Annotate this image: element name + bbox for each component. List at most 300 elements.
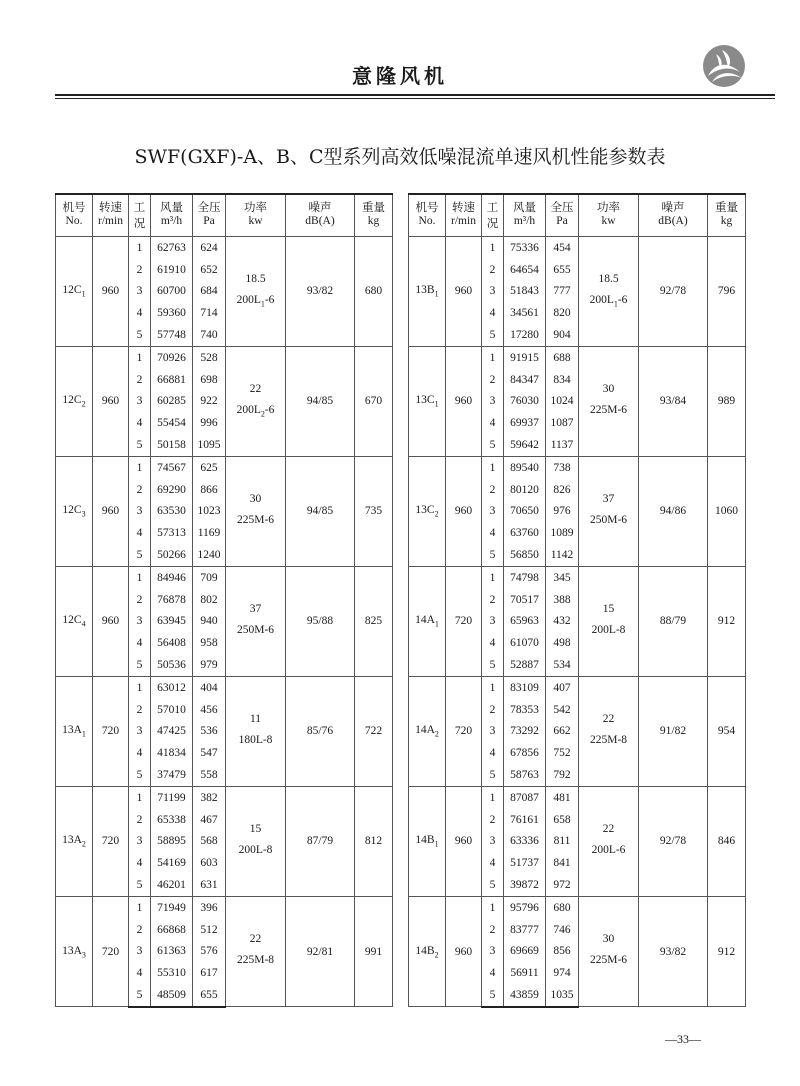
flow-cell: 57010 <box>151 699 193 721</box>
pressure-cell: 811 <box>546 831 579 853</box>
motor-frame: 200L-8 <box>238 843 273 856</box>
power-cell <box>579 346 639 456</box>
model-number: 14A <box>415 614 435 627</box>
condition-cell: 4 <box>482 852 504 874</box>
motor-model <box>226 730 285 754</box>
condition-cell: 5 <box>129 764 151 786</box>
pressure-cell: 512 <box>193 919 226 941</box>
column-header-speed: r/min <box>446 215 482 237</box>
pressure-cell: 454 <box>546 237 579 259</box>
flow-cell: 71949 <box>151 896 193 918</box>
pressure-cell: 698 <box>193 369 226 391</box>
weight-cell: 1060 <box>708 456 746 566</box>
power-cell <box>226 786 286 896</box>
flow-cell: 69669 <box>504 941 546 963</box>
table-row <box>56 346 393 368</box>
pressure-cell: 576 <box>193 941 226 963</box>
pressure-cell: 1087 <box>546 412 579 434</box>
power-value: 22 <box>249 933 262 945</box>
flow-cell: 69290 <box>151 479 193 501</box>
model-number: 13B <box>415 284 435 297</box>
speed-cell: 960 <box>446 346 482 456</box>
pressure-cell: 652 <box>193 259 226 281</box>
condition-cell: 5 <box>129 544 151 566</box>
model-number-subscript: 2 <box>81 399 86 409</box>
pressure-cell: 752 <box>546 742 579 764</box>
page-number: —33— <box>665 1032 701 1046</box>
model-number-subscript: 1 <box>434 289 439 299</box>
flow-cell: 91915 <box>504 346 546 368</box>
model-number: 12C <box>62 394 82 407</box>
model-number-subscript: 1 <box>434 619 439 629</box>
pressure-cell: 709 <box>193 566 226 588</box>
flow-cell: 70650 <box>504 501 546 523</box>
pressure-cell: 655 <box>546 259 579 281</box>
condition-cell: 5 <box>129 434 151 456</box>
condition-cell: 4 <box>129 852 151 874</box>
weight-cell: 812 <box>355 786 393 896</box>
flow-cell: 65963 <box>504 611 546 633</box>
weight-cell: 735 <box>355 456 393 566</box>
speed-cell: 960 <box>446 456 482 566</box>
table-row <box>409 456 746 478</box>
noise-cell: 94/85 <box>286 456 355 566</box>
condition-cell: 2 <box>129 259 151 281</box>
column-header-pressure: 全压 <box>546 194 579 215</box>
column-header-condition: 工 <box>482 194 504 215</box>
condition-cell: 1 <box>129 676 151 698</box>
flow-cell: 43859 <box>504 984 546 1007</box>
power-cell <box>226 896 286 1006</box>
power-value: 37 <box>602 492 615 505</box>
condition-cell: 4 <box>482 632 504 654</box>
flow-cell: 51843 <box>504 281 546 303</box>
condition-cell: 4 <box>129 742 151 764</box>
model-number: 14B <box>415 944 435 957</box>
column-header-power: 功率 <box>579 194 639 215</box>
condition-cell: 3 <box>482 941 504 963</box>
power-cell <box>226 676 286 786</box>
pressure-cell: 1169 <box>193 522 226 544</box>
speed-cell: 720 <box>446 676 482 786</box>
flow-cell: 56911 <box>504 962 546 984</box>
power-value: 22 <box>249 382 262 395</box>
column-header-weight: kg <box>708 215 746 237</box>
condition-cell: 2 <box>482 369 504 391</box>
power-cell <box>579 237 639 347</box>
condition-cell: 3 <box>482 611 504 633</box>
pressure-cell: 974 <box>546 962 579 984</box>
motor-model <box>226 620 285 644</box>
condition-cell: 4 <box>482 522 504 544</box>
motor-poles: -6 <box>264 293 275 306</box>
column-header-power: 功率 <box>226 194 286 215</box>
column-header-pressure: Pa <box>193 215 226 237</box>
motor-frame: 200L-6 <box>591 843 626 856</box>
condition-cell: 3 <box>129 501 151 523</box>
flow-cell: 84347 <box>504 369 546 391</box>
model-number: 14A <box>415 724 435 737</box>
model-number-subscript: 2 <box>434 729 439 739</box>
noise-cell: 91/82 <box>639 676 708 786</box>
column-header-weight: kg <box>355 215 393 237</box>
condition-cell: 1 <box>129 456 151 478</box>
pressure-cell: 382 <box>193 786 226 808</box>
model-number-cell <box>409 237 446 347</box>
pressure-cell: 1089 <box>546 522 579 544</box>
condition-cell: 2 <box>129 699 151 721</box>
motor-frame: 180L-8 <box>238 733 273 746</box>
noise-cell: 93/82 <box>639 896 708 1006</box>
column-header-flow: 风量 <box>151 194 193 215</box>
pressure-cell: 826 <box>546 479 579 501</box>
flow-cell: 83777 <box>504 919 546 941</box>
pressure-cell: 777 <box>546 281 579 303</box>
condition-cell: 5 <box>129 654 151 676</box>
column-header-noise: 噪声 <box>286 194 355 215</box>
power-cell <box>226 237 286 347</box>
model-number-subscript: 2 <box>434 509 439 519</box>
flow-cell: 56408 <box>151 632 193 654</box>
pressure-cell: 866 <box>193 479 226 501</box>
model-number-subscript: 3 <box>81 949 86 959</box>
pressure-cell: 467 <box>193 809 226 831</box>
condition-cell: 4 <box>482 962 504 984</box>
speed-cell: 960 <box>93 456 129 566</box>
motor-frame: 225M-6 <box>236 513 275 526</box>
noise-cell: 94/86 <box>639 456 708 566</box>
table-row <box>409 346 746 368</box>
table-row <box>56 676 393 698</box>
condition-cell: 5 <box>482 434 504 456</box>
column-header-power: kw <box>579 215 639 237</box>
motor-model <box>226 290 285 314</box>
weight-cell: 991 <box>355 896 393 1006</box>
noise-cell: 92/78 <box>639 786 708 896</box>
column-header-condition: 况 <box>482 215 504 237</box>
column-header-speed: 转速 <box>446 194 482 215</box>
noise-cell: 94/85 <box>286 346 355 456</box>
flow-cell: 74567 <box>151 456 193 478</box>
motor-frame: 200L <box>589 293 614 306</box>
flow-cell: 52887 <box>504 654 546 676</box>
condition-cell: 1 <box>129 566 151 588</box>
column-header-power: kw <box>226 215 286 237</box>
condition-cell: 5 <box>482 764 504 786</box>
motor-frame: 250M-6 <box>236 623 275 636</box>
motor-model <box>579 950 638 974</box>
flow-cell: 87087 <box>504 786 546 808</box>
pressure-cell: 1095 <box>193 434 226 456</box>
noise-cell: 95/88 <box>286 566 355 676</box>
condition-cell: 2 <box>129 809 151 831</box>
flow-cell: 63760 <box>504 522 546 544</box>
weight-cell: 825 <box>355 566 393 676</box>
column-header-model: No. <box>56 215 93 237</box>
column-header-weight: 重量 <box>708 194 746 215</box>
flow-cell: 59642 <box>504 434 546 456</box>
flow-cell: 55454 <box>151 412 193 434</box>
table-row <box>56 237 393 259</box>
pressure-cell: 536 <box>193 721 226 743</box>
flow-cell: 64654 <box>504 259 546 281</box>
pressure-cell: 603 <box>193 852 226 874</box>
column-header-weight: 重量 <box>355 194 393 215</box>
table-row <box>56 896 393 918</box>
condition-cell: 1 <box>482 566 504 588</box>
flow-cell: 37479 <box>151 764 193 786</box>
motor-model <box>579 290 638 314</box>
power-cell <box>579 896 639 1006</box>
flow-cell: 54169 <box>151 852 193 874</box>
column-header-flow: m³/h <box>151 215 193 237</box>
condition-cell: 3 <box>129 831 151 853</box>
power-value: 22 <box>602 822 615 835</box>
flow-cell: 76030 <box>504 391 546 413</box>
table-row <box>409 566 746 588</box>
speed-cell: 720 <box>93 896 129 1006</box>
flow-cell: 83109 <box>504 676 546 698</box>
condition-cell: 4 <box>129 302 151 324</box>
flow-cell: 59360 <box>151 302 193 324</box>
flow-cell: 73292 <box>504 721 546 743</box>
power-value: 15 <box>249 822 262 835</box>
weight-cell: 722 <box>355 676 393 786</box>
model-number-cell <box>56 896 93 1006</box>
column-header-speed: 转速 <box>93 194 129 215</box>
condition-cell: 3 <box>129 391 151 413</box>
model-number-cell <box>409 786 446 896</box>
flow-cell: 70926 <box>151 346 193 368</box>
pressure-cell: 922 <box>193 391 226 413</box>
motor-poles: -6 <box>264 403 275 416</box>
motor-model <box>579 400 638 424</box>
condition-cell: 2 <box>129 919 151 941</box>
weight-cell: 912 <box>708 896 746 1006</box>
flow-cell: 78353 <box>504 699 546 721</box>
condition-cell: 2 <box>482 479 504 501</box>
flow-cell: 65338 <box>151 809 193 831</box>
condition-cell: 2 <box>482 809 504 831</box>
model-number: 13A <box>62 944 82 957</box>
power-cell <box>579 786 639 896</box>
motor-model <box>226 840 285 864</box>
model-number-cell <box>56 676 93 786</box>
condition-cell: 2 <box>482 259 504 281</box>
pressure-cell: 528 <box>193 346 226 368</box>
header-rule-thick <box>55 94 775 96</box>
flow-cell: 63012 <box>151 676 193 698</box>
flow-cell: 69937 <box>504 412 546 434</box>
pressure-cell: 958 <box>193 632 226 654</box>
column-header-pressure: Pa <box>546 215 579 237</box>
speed-cell: 960 <box>446 237 482 347</box>
model-number-cell <box>409 896 446 1006</box>
condition-cell: 4 <box>482 302 504 324</box>
pressure-cell: 820 <box>546 302 579 324</box>
flow-cell: 61910 <box>151 259 193 281</box>
condition-cell: 5 <box>129 324 151 346</box>
condition-cell: 1 <box>482 456 504 478</box>
condition-cell: 4 <box>129 962 151 984</box>
model-number-subscript: 1 <box>81 289 86 299</box>
motor-frame-subscript: 1 <box>260 299 265 309</box>
condition-cell: 2 <box>482 919 504 941</box>
model-number: 13A <box>62 724 82 737</box>
flow-cell: 61070 <box>504 632 546 654</box>
model-number: 12C <box>62 284 82 297</box>
pressure-cell: 714 <box>193 302 226 324</box>
power-value: 22 <box>602 712 615 725</box>
speed-cell: 960 <box>93 346 129 456</box>
model-number-cell <box>409 346 446 456</box>
flow-cell: 66881 <box>151 369 193 391</box>
flow-cell: 41834 <box>151 742 193 764</box>
condition-cell: 2 <box>482 589 504 611</box>
model-number-subscript: 1 <box>434 399 439 409</box>
motor-frame: 225M-6 <box>589 403 628 416</box>
condition-cell: 1 <box>482 786 504 808</box>
flow-cell: 57748 <box>151 324 193 346</box>
motor-poles: -6 <box>617 293 628 306</box>
motor-model <box>226 400 285 424</box>
pressure-cell: 856 <box>546 941 579 963</box>
flow-cell: 95796 <box>504 896 546 918</box>
pressure-cell: 684 <box>193 281 226 303</box>
model-number-subscript: 1 <box>81 729 86 739</box>
column-header-flow: 风量 <box>504 194 546 215</box>
speed-cell: 960 <box>446 786 482 896</box>
table-row <box>56 566 393 588</box>
power-value: 30 <box>602 933 615 945</box>
pressure-cell: 904 <box>546 324 579 346</box>
motor-frame: 200L <box>236 403 261 416</box>
flow-cell: 51737 <box>504 852 546 874</box>
column-header-noise: dB(A) <box>286 215 355 237</box>
pressure-cell: 542 <box>546 699 579 721</box>
condition-cell: 1 <box>129 237 151 259</box>
flow-cell: 80120 <box>504 479 546 501</box>
condition-cell: 1 <box>129 346 151 368</box>
motor-frame: 250M-6 <box>589 513 628 526</box>
condition-cell: 5 <box>129 984 151 1007</box>
condition-cell: 4 <box>482 742 504 764</box>
condition-cell: 3 <box>129 721 151 743</box>
flow-cell: 75336 <box>504 237 546 259</box>
flow-cell: 84946 <box>151 566 193 588</box>
power-cell <box>226 346 286 456</box>
power-cell <box>226 566 286 676</box>
weight-cell: 954 <box>708 676 746 786</box>
power-value: 37 <box>249 602 262 615</box>
pressure-cell: 631 <box>193 874 226 896</box>
weight-cell: 912 <box>708 566 746 676</box>
table-row <box>409 786 746 808</box>
pressure-cell: 481 <box>546 786 579 808</box>
pressure-cell: 625 <box>193 456 226 478</box>
motor-frame: 225M-6 <box>589 954 628 966</box>
condition-cell: 5 <box>129 874 151 896</box>
pressure-cell: 1024 <box>546 391 579 413</box>
table-row <box>409 896 746 918</box>
motor-model <box>226 950 285 974</box>
motor-frame-subscript: 2 <box>260 409 265 419</box>
model-number-subscript: 4 <box>81 619 86 629</box>
column-header-pressure: 全压 <box>193 194 226 215</box>
speed-cell: 960 <box>446 896 482 1006</box>
flow-cell: 46201 <box>151 874 193 896</box>
motor-model <box>579 730 638 754</box>
motor-model <box>579 840 638 864</box>
flow-cell: 17280 <box>504 324 546 346</box>
flow-cell: 50158 <box>151 434 193 456</box>
power-cell <box>226 456 286 566</box>
speed-cell: 720 <box>93 786 129 896</box>
pressure-cell: 655 <box>193 984 226 1007</box>
pressure-cell: 1035 <box>546 984 579 1007</box>
condition-cell: 5 <box>482 654 504 676</box>
condition-cell: 3 <box>482 391 504 413</box>
flow-cell: 58763 <box>504 764 546 786</box>
condition-cell: 1 <box>482 346 504 368</box>
condition-cell: 1 <box>129 786 151 808</box>
model-number: 14B <box>415 834 435 847</box>
condition-cell: 5 <box>482 544 504 566</box>
flow-cell: 71199 <box>151 786 193 808</box>
model-number-subscript: 2 <box>81 839 86 849</box>
weight-cell: 989 <box>708 346 746 456</box>
column-header-noise: dB(A) <box>639 215 708 237</box>
column-header-speed: r/min <box>93 215 129 237</box>
condition-cell: 1 <box>482 237 504 259</box>
condition-cell: 3 <box>482 721 504 743</box>
pressure-cell: 738 <box>546 456 579 478</box>
condition-cell: 3 <box>129 611 151 633</box>
flow-cell: 63945 <box>151 611 193 633</box>
model-number-cell <box>56 346 93 456</box>
model-number-cell <box>56 237 93 347</box>
flow-cell: 61363 <box>151 941 193 963</box>
flow-cell: 67856 <box>504 742 546 764</box>
motor-frame: 200L <box>236 293 261 306</box>
power-cell <box>579 676 639 786</box>
header-rule-thin <box>55 98 775 99</box>
noise-cell: 92/81 <box>286 896 355 1006</box>
pressure-cell: 498 <box>546 632 579 654</box>
pressure-cell: 547 <box>193 742 226 764</box>
pressure-cell: 792 <box>546 764 579 786</box>
pressure-cell: 388 <box>546 589 579 611</box>
model-number: 12C <box>62 504 82 517</box>
noise-cell: 93/82 <box>286 237 355 347</box>
pressure-cell: 404 <box>193 676 226 698</box>
condition-cell: 4 <box>129 412 151 434</box>
pressure-cell: 456 <box>193 699 226 721</box>
pressure-cell: 345 <box>546 566 579 588</box>
power-cell <box>579 566 639 676</box>
flow-cell: 48509 <box>151 984 193 1007</box>
flow-cell: 34561 <box>504 302 546 324</box>
model-number-subscript: 1 <box>434 839 439 849</box>
flow-cell: 70517 <box>504 589 546 611</box>
brand-title: 意隆风机 <box>352 64 448 88</box>
pressure-cell: 658 <box>546 809 579 831</box>
pressure-cell: 1023 <box>193 501 226 523</box>
column-header-condition: 工 <box>129 194 151 215</box>
model-number: 13C <box>415 394 435 407</box>
condition-cell: 3 <box>482 501 504 523</box>
pressure-cell: 834 <box>546 369 579 391</box>
